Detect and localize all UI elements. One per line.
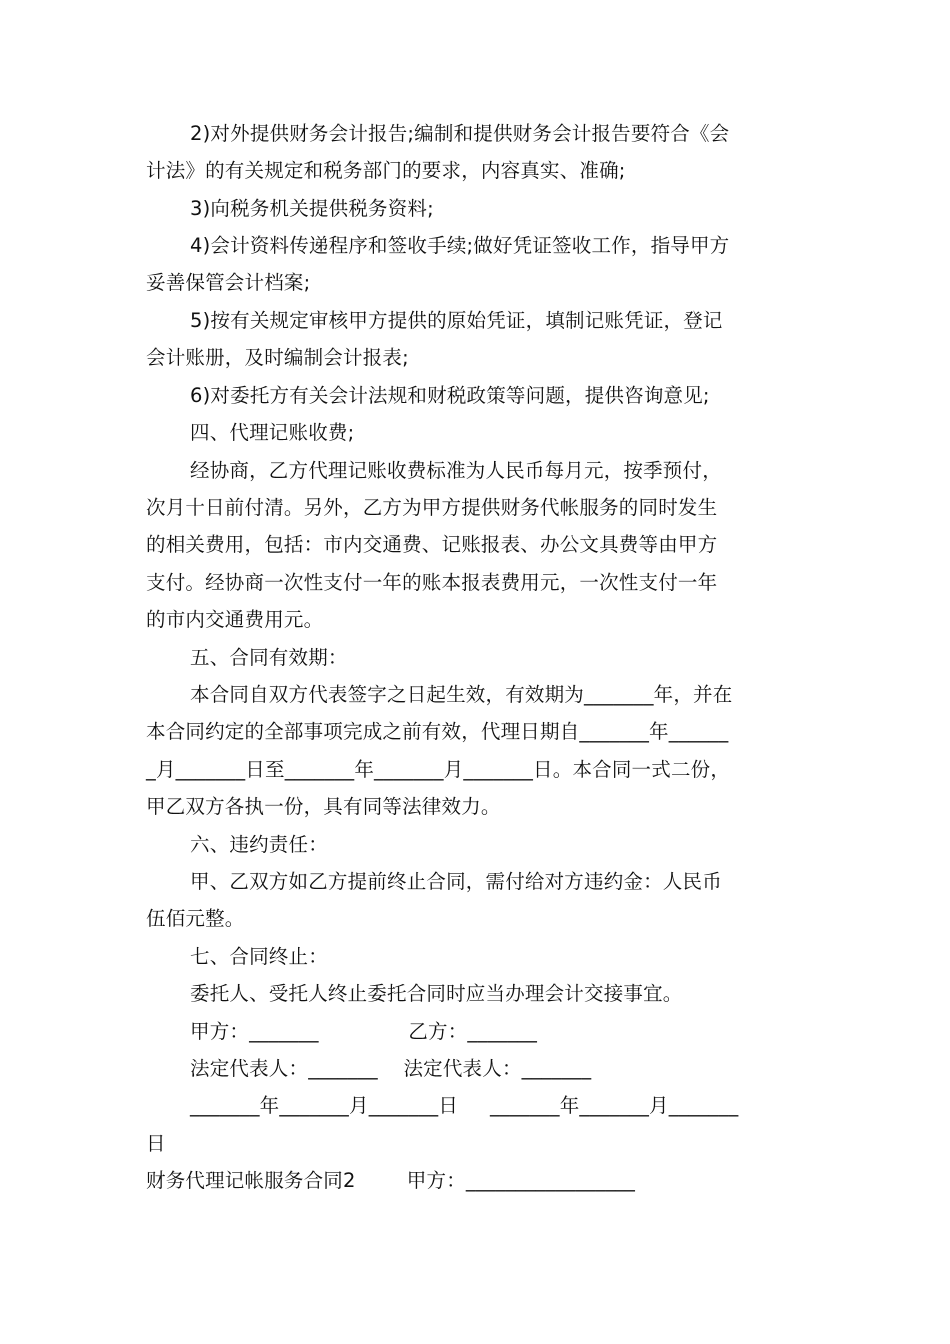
section-heading: 六、违约责任：: [190, 833, 328, 856]
paragraph-line: 本合同自双方代表签字之日起生效，有效期为_______年，并在: [190, 683, 733, 706]
paragraph-line: 甲乙双方各执一份，具有同等法律效力。: [146, 795, 501, 818]
paragraph-line: 6)对委托方有关会计法规和财税政策等问题，提供咨询意见;: [190, 384, 710, 407]
paragraph-line: 次月十日前付清。另外，乙方为甲方提供财务代帐服务的同时发生: [146, 496, 718, 519]
paragraph-line: 3)向税务机关提供税务资料;: [190, 197, 434, 220]
paragraph-line: 本合同约定的全部事项完成之前有效，代理日期自_______年______: [146, 720, 729, 743]
paragraph-line: 4)会计资料传递程序和签收手续;做好凭证签收工作，指导甲方: [190, 234, 730, 257]
signature-line-representatives: 法定代表人：_______ 法定代表人：_______: [190, 1057, 592, 1080]
paragraph-line: 经协商，乙方代理记账收费标准为人民币每月元，按季预付，: [190, 459, 722, 482]
paragraph-line: 妥善保管会计档案;: [146, 271, 311, 294]
paragraph-line: 支付。经协商一次性支付一年的账本报表费用元，一次性支付一年: [146, 571, 718, 594]
paragraph-line: _月_______日至_______年_______月_______日。本合同一式二份，: [146, 758, 731, 781]
paragraph-line: 甲、乙双方如乙方提前终止合同，需付给对方违约金：人民币: [190, 870, 722, 893]
paragraph-line: 的市内交通费用元。: [146, 608, 324, 631]
paragraph-line: 的相关费用，包括：市内交通费、记账报表、办公文具费等由甲方: [146, 533, 718, 556]
signature-line-dates: _______年_______月_______日 _______年_______月_______: [190, 1094, 739, 1117]
paragraph-line: 委托人、受托人终止委托合同时应当办理会计交接事宜。: [190, 982, 683, 1005]
paragraph-line: 日: [146, 1132, 166, 1155]
paragraph-line: 会计账册，及时编制会计报表;: [146, 346, 409, 369]
section-heading: 四、代理记账收费;: [190, 421, 355, 444]
paragraph-line: 计法》的有关规定和税务部门的要求，内容真实、准确;: [146, 159, 626, 182]
next-contract-heading: 财务代理记帐服务合同2 甲方：_________________: [146, 1169, 636, 1192]
paragraph-line: 5)按有关规定审核甲方提供的原始凭证，填制记账凭证，登记: [190, 309, 723, 332]
section-heading: 五、合同有效期：: [190, 646, 348, 669]
paragraph-line: 伍佰元整。: [146, 907, 245, 930]
section-heading: 七、合同终止：: [190, 945, 328, 968]
signature-line-parties: 甲方：_______ 乙方：_______: [190, 1020, 538, 1043]
paragraph-line: 2)对外提供财务会计报告;编制和提供财务会计报告要符合《会: [190, 122, 730, 145]
